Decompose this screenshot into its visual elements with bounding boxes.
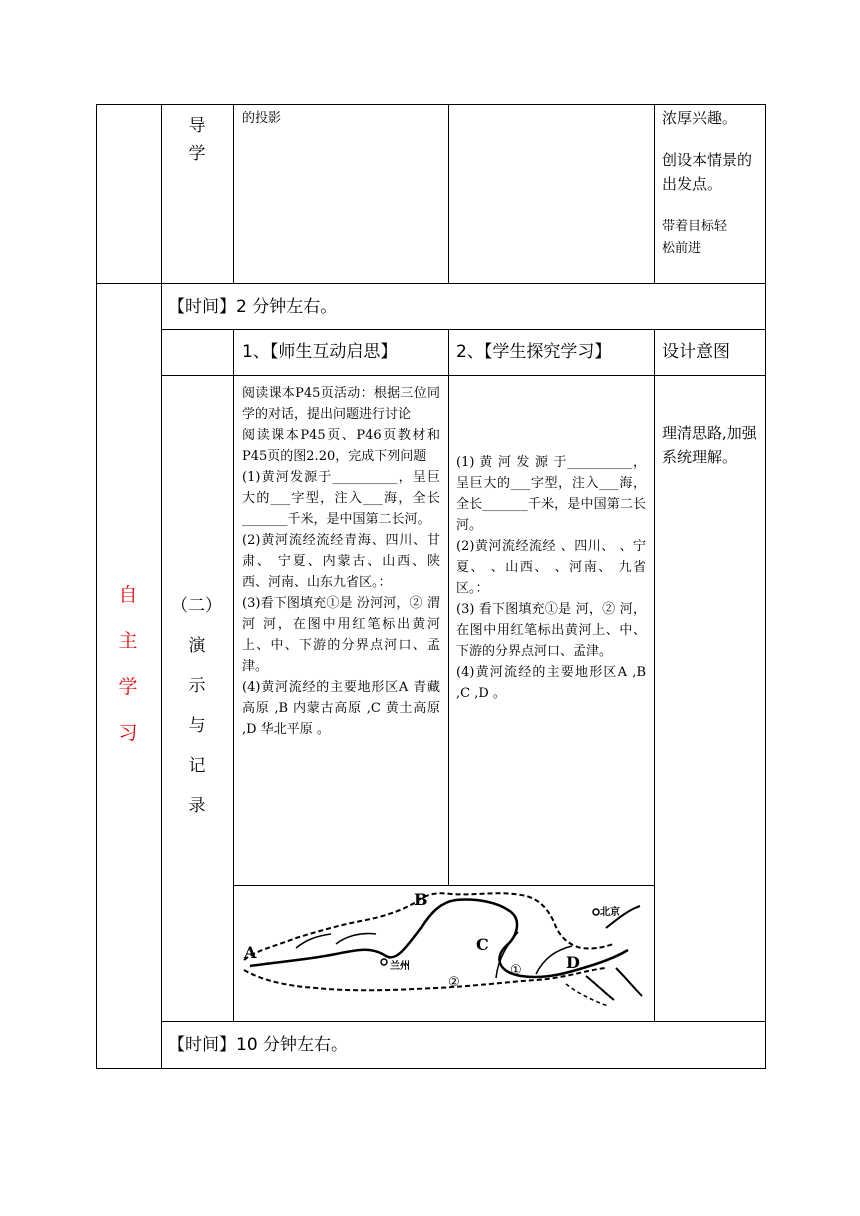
intent-text: 理清思路,加强系统理解。 xyxy=(662,424,757,466)
table-left-border xyxy=(96,104,97,1069)
goal-text: 带着目标轻松前进 xyxy=(662,219,728,256)
map-label-lanzhou: 兰州 xyxy=(390,961,410,972)
map-label-d: D xyxy=(566,953,580,972)
col-divider xyxy=(233,329,234,1022)
scenario-intent-text: 创设本情景的出发点。 xyxy=(662,151,753,193)
map-label-a: A xyxy=(244,943,257,962)
beijing-marker xyxy=(593,909,599,915)
time-top: 【时间】2 分钟左右。 xyxy=(168,297,338,317)
yellow-river-map xyxy=(236,888,648,1018)
col-divider xyxy=(233,104,234,284)
col-divider xyxy=(654,104,655,284)
projection-text: 的投影 xyxy=(242,111,282,126)
student-content: (1) 黄 河 发 源 于__________，呈巨大的___字型，注入___海，全长_______千米，是中国第二长河。 (2)黄河流经流经 、四川、 、宁夏、 、山西、 、河南、 九省区。： (3) 看下图填充①是 河，② 河，在图中用红笔标出黄河上、中、下游的分界点河口、孟津。 (4)黄河流经的主要地形区A ,B ,C ,D 。 xyxy=(456,455,646,701)
guide-label: 导 学 xyxy=(188,116,206,164)
map-label-circle-1: ① xyxy=(510,963,522,978)
row-divider xyxy=(161,329,766,330)
table-bottom-border xyxy=(96,1068,766,1069)
teacher-content: 阅读课本P45页活动：根据三位同学的对话，提出问题进行讨论 阅读课本P45页、P46页教材和P45页的图2.20，完成下列问题 (1)黄河发源于__________，呈巨大的___字型，注入___海，全长_______千米，是中国第二长河。 (2)黄河流经流经青海、四川、甘肃、 宁夏、内蒙古、山西、陕西、河南、山东九省区。： (3)看下图填充①是 汾河河，② 渭河 河，在图中用红笔标出黄河上、中、下游的分界点河口、孟津。 (4)黄河流经的主要地形区A 青藏高原 ,B 内蒙古高原 ,C 黄土高原 ,D 华北平原 。 xyxy=(242,386,440,737)
col-divider xyxy=(161,104,162,1069)
table-top-border xyxy=(96,104,766,105)
interest-text: 浓厚兴趣。 xyxy=(662,109,738,127)
row-divider xyxy=(96,283,766,284)
col-divider xyxy=(448,329,449,886)
header-teacher: 1、【师生互动启思】 xyxy=(242,342,398,362)
header-intent: 设计意图 xyxy=(662,342,730,362)
lanzhou-marker xyxy=(381,959,387,965)
demo-record-label: （二） 演 示 与 记 录 xyxy=(171,596,222,816)
header-student: 2、【学生探究学习】 xyxy=(456,342,612,362)
map-label-beijing: 北京 xyxy=(600,907,620,918)
table-right-border xyxy=(765,104,766,1069)
map-label-b: B xyxy=(414,890,428,909)
time-bottom: 【时间】10 分钟左右。 xyxy=(168,1035,349,1055)
row-divider xyxy=(161,375,766,376)
map-label-circle-2: ② xyxy=(448,975,460,990)
col-divider xyxy=(654,329,655,1022)
map-label-c: C xyxy=(476,935,489,954)
col-divider xyxy=(448,104,449,284)
self-study-label: 自 主 学 习 xyxy=(118,584,138,744)
row-divider xyxy=(233,885,654,886)
row-divider xyxy=(161,1021,766,1022)
